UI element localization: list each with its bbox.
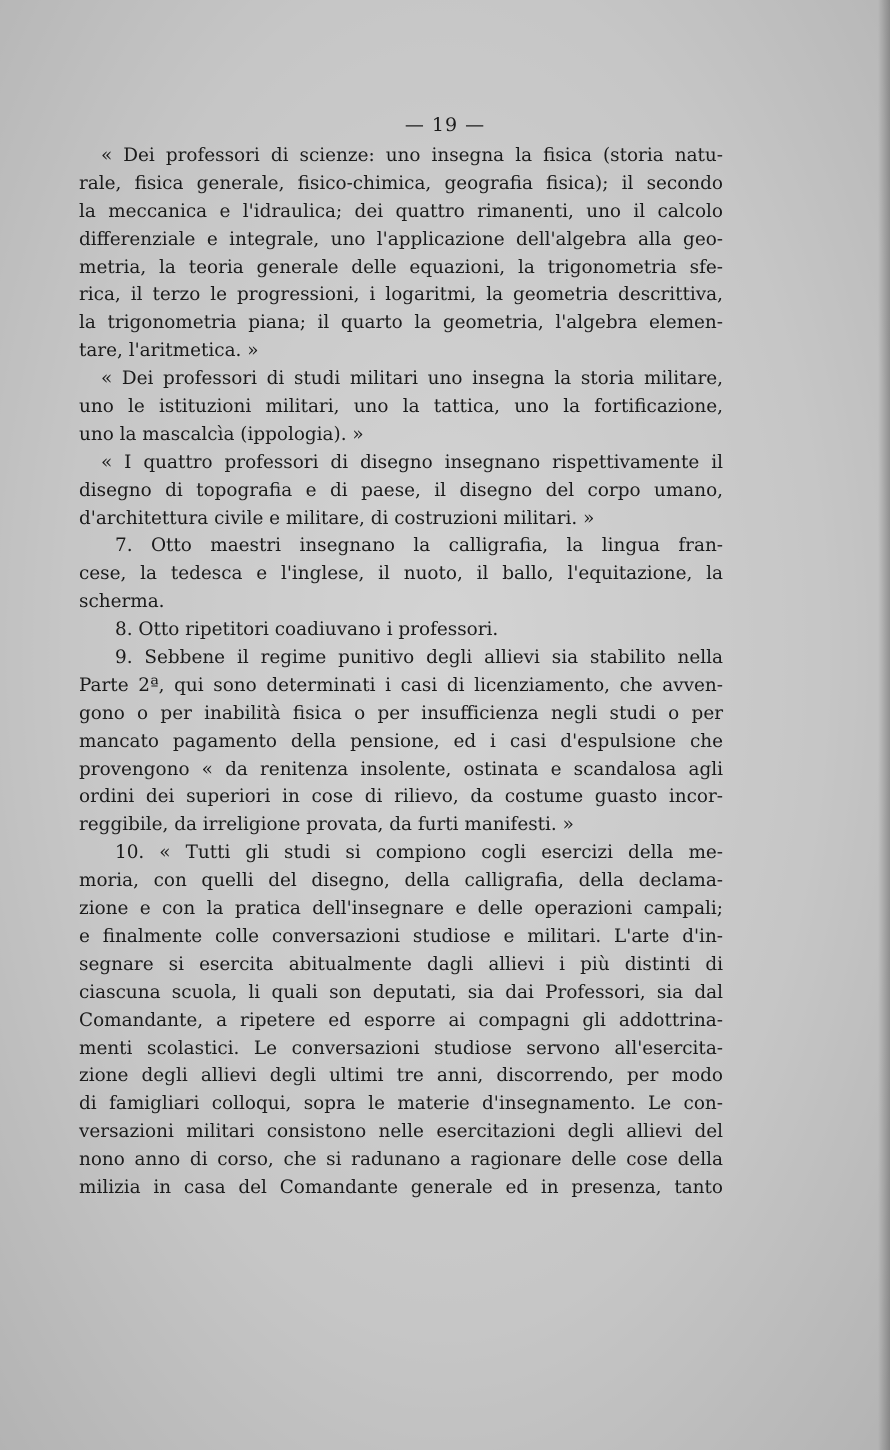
- text-line: gono o per inabilità fisica o per insufficienza negli studi o per: [79, 702, 723, 724]
- text-line: mancato pagamento della pensione, ed i casi d'espulsione che: [79, 730, 723, 752]
- text-line: cese, la tedesca e l'inglese, il nuoto, il ballo, l'equitazione, la: [79, 563, 723, 585]
- text-line: la trigonometria piana; il quarto la geometria, l'algebra elemen-: [79, 312, 723, 334]
- text-line: uno le istituzioni militari, uno la tattica, uno la fortificazione,: [79, 396, 723, 418]
- text-line: disegno di topografia e di paese, il disegno del corpo umano,: [79, 479, 723, 501]
- text-line: segnare si esercita abitualmente dagli allievi i più distinti di: [79, 953, 723, 975]
- text-line: tare, l'aritmetica. »: [79, 340, 259, 362]
- text-line: di famigliari colloqui, sopra le materie d'insegnamento. Le con-: [79, 1093, 723, 1115]
- text-line: 9. Sebbene il regime punitivo degli allievi sia stabilito nella: [115, 647, 723, 669]
- text-line: milizia in casa del Comandante generale ed in presenza, tanto: [79, 1176, 723, 1198]
- text-line: e finalmente colle conversazioni studiose e militari. L'arte d'in-: [79, 925, 723, 947]
- text-line: Parte 2ª, qui sono determinati i casi di licenziamento, che avven-: [79, 674, 723, 696]
- text-line: la meccanica e l'idraulica; dei quattro rimanenti, uno il calcolo: [79, 200, 723, 222]
- text-line: « I quattro professori di disegno insegnano rispettivamente il: [101, 451, 723, 473]
- text-line: d'architettura civile e militare, di costruzioni militari. »: [79, 507, 595, 529]
- text-line: scherma.: [79, 591, 165, 613]
- text-line: 8. Otto ripetitori coadiuvano i professori.: [115, 619, 499, 641]
- text-line: uno la mascalcìa (ippologia). »: [79, 423, 364, 445]
- text-line: ciascuna scuola, li quali son deputati, sia dai Professori, sia dal: [79, 981, 723, 1003]
- text-line: differenziale e integrale, uno l'applicazione dell'algebra alla geo-: [79, 228, 723, 250]
- text-line: zione degli allievi degli ultimi tre anni, discorrendo, per modo: [79, 1065, 723, 1087]
- text-line: nono anno di corso, che si radunano a ragionare delle cose della: [79, 1149, 723, 1171]
- text-line: versazioni militari consistono nelle esercitazioni degli allievi del: [79, 1121, 723, 1143]
- text-line: provengono « da renitenza insolente, ostinata e scandalosa agli: [79, 758, 723, 780]
- text-line: zione e con la pratica dell'insegnare e delle operazioni campali;: [79, 898, 723, 920]
- page-number: — 19 —: [404, 114, 486, 136]
- text-line: « Dei professori di studi militari uno insegna la storia militare,: [101, 368, 723, 390]
- text-line: moria, con quelli del disegno, della calligrafia, della declama-: [79, 870, 723, 892]
- text-line: ordini dei superiori in cose di rilievo, da costume guasto incor-: [79, 786, 723, 808]
- text-line: rale, fisica generale, fisico-chimica, geografia fisica); il secondo: [79, 172, 723, 194]
- text-line: 10. « Tutti gli studi si compiono cogli esercizi della me-: [115, 842, 723, 864]
- text-line: 7. Otto maestri insegnano la calligrafia, la lingua fran-: [115, 535, 723, 557]
- text-line: « Dei professori di scienze: uno insegna la fisica (storia natu-: [101, 145, 723, 166]
- text-line: reggibile, da irreligione provata, da furti manifesti. »: [79, 814, 574, 836]
- text-line: rica, il terzo le progressioni, i logaritmi, la geometria descrittiva,: [79, 284, 723, 306]
- text-line: metria, la teoria generale delle equazioni, la trigonometria sfe-: [79, 256, 723, 278]
- text-line: menti scolastici. Le conversazioni studiose servono all'esercita-: [79, 1037, 723, 1059]
- body-text: [79, 142, 723, 1202]
- text-line: Comandante, a ripetere ed esporre ai compagni gli addottrina-: [79, 1009, 723, 1031]
